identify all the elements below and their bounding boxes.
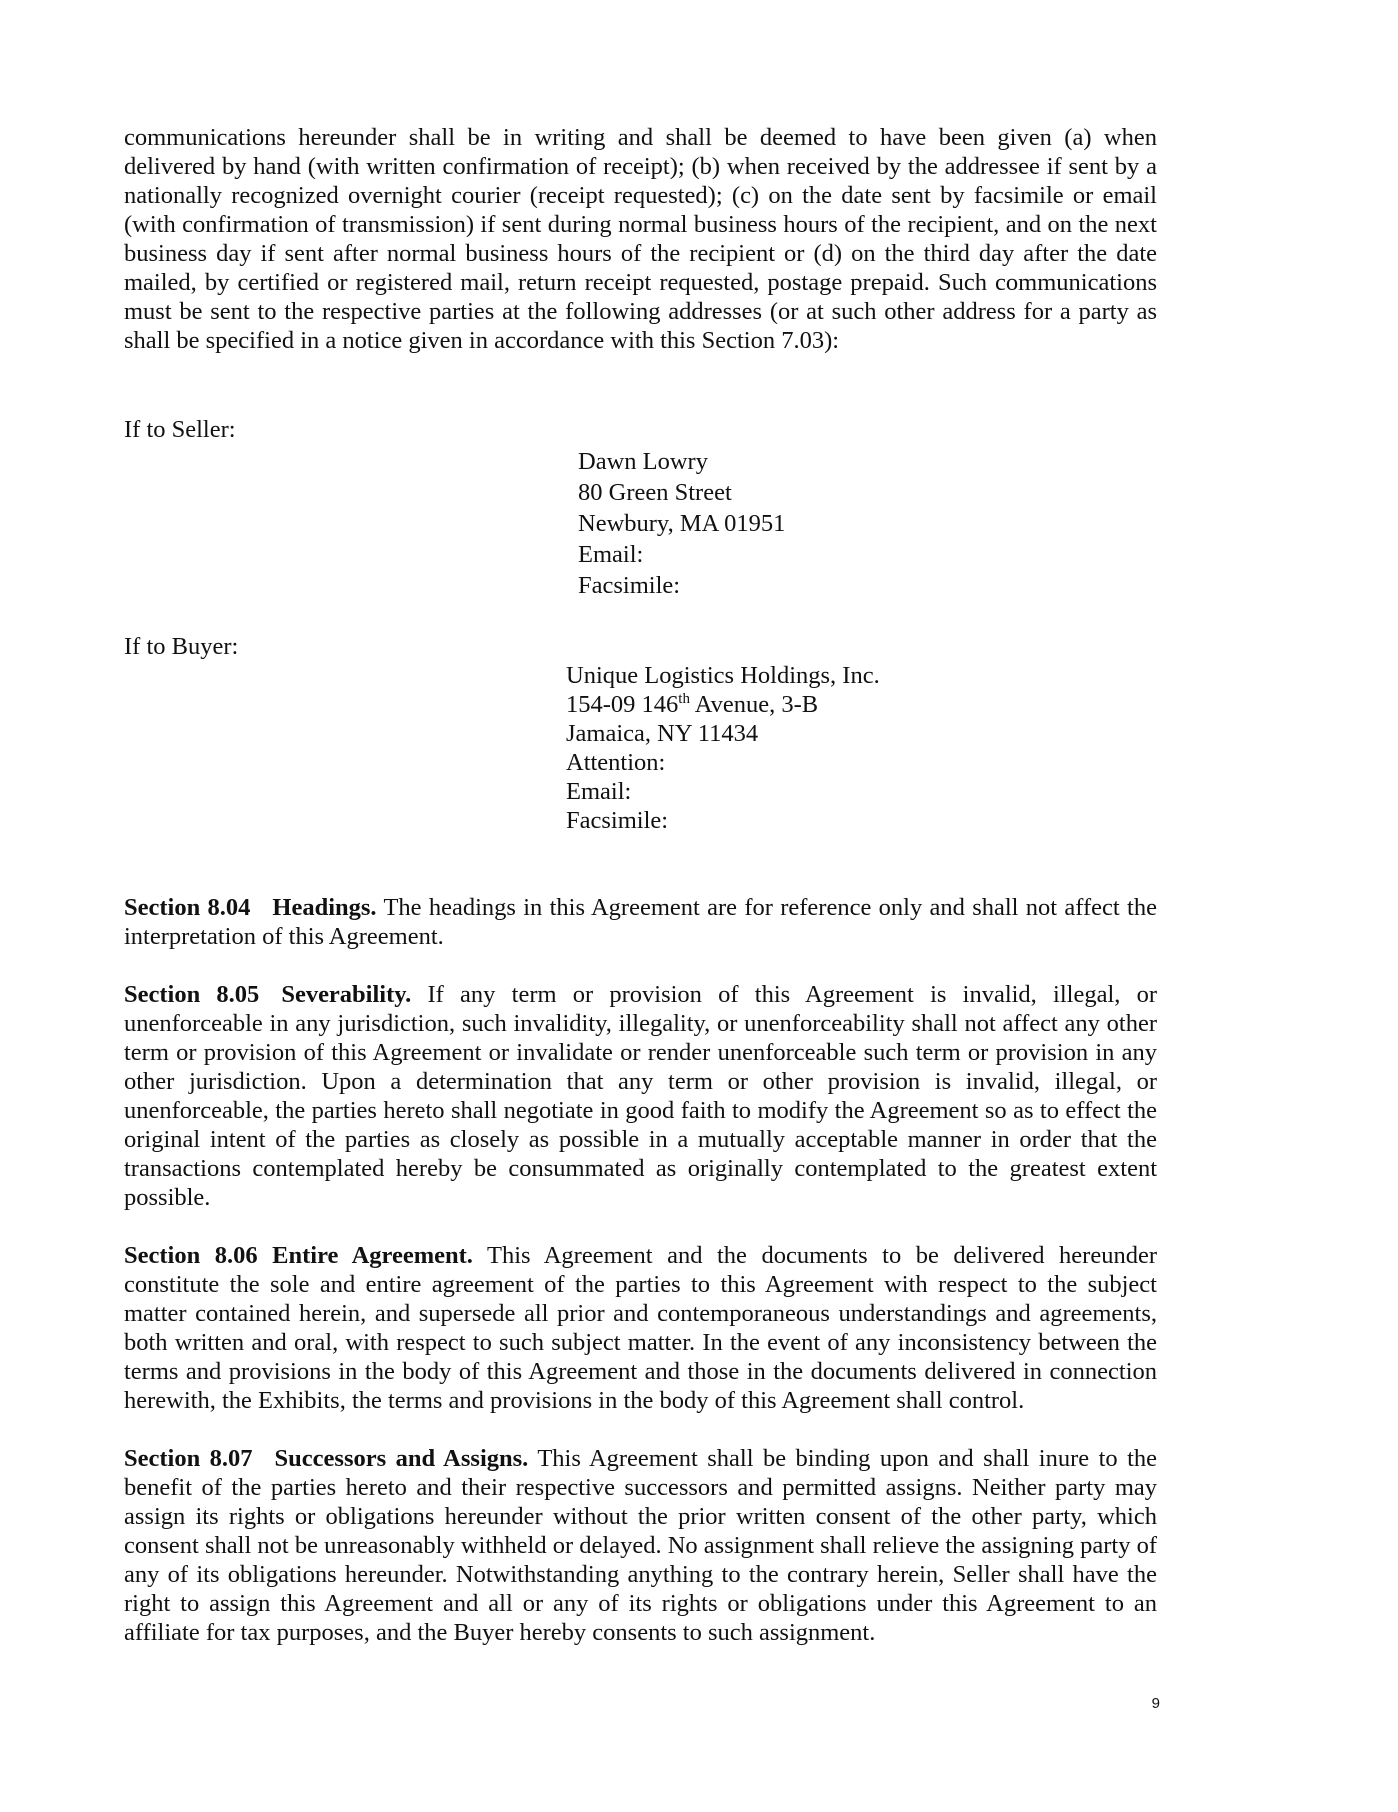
buyer-name: Unique Logistics Holdings, Inc. <box>566 662 880 689</box>
section-body: The headings in this Agreement are for reference only and shall not affect the interpretation of this Agreement. <box>124 894 1157 950</box>
buyer-street-rest: Avenue, 3-B <box>689 691 819 718</box>
section-body: This Agreement shall be binding upon and shall inure to the benefit of the parties hereto and their respective successors and permitted assigns. Neither party may assign its rights or obligations hereunder without the prior written consent of the other party, which consent shall not be unreasonably withheld or delayed. No assignment shall relieve the assigning party of any of its obligations hereunder. Notwithstanding anything to the contrary herein, Seller shall have the right to assign this Agreement and all or any of its rights or obligations under this Agreement to an affiliate for tax purposes, and the Buyer hereby consents to such assignment. <box>124 1445 1158 1646</box>
buyer-attention: Attention: <box>566 749 666 776</box>
buyer-city: Jamaica, NY 11434 <box>566 720 759 747</box>
section-8-04 <box>124 893 1157 951</box>
section-body: This Agreement and the documents to be delivered hereunder constitute the sole and entire agreement of the parties to this Agreement with respect to the subject matter contained herein, and supersede all prior and contemporaneous understandings and agreements, both written and oral, with respect to such subject matter. In the event of any inconsistency between the terms and provisions in the body of this Agreement and those in the documents delivered in connection herewith, the Exhibits, the terms and provisions in the body of this Agreement shall control. <box>124 1242 1157 1414</box>
section-title: Entire Agreement. <box>272 1242 473 1269</box>
seller-city: Newbury, MA 01951 <box>578 510 786 537</box>
section-number: Section 8.06 <box>124 1242 258 1269</box>
buyer-label: If to Buyer: <box>124 633 239 660</box>
section-title: Successors and Assigns. <box>274 1445 529 1472</box>
section-title: Headings. <box>272 894 377 921</box>
section-body: If any term or provision of this Agreement is invalid, illegal, or unenforceable in any jurisdiction, such invalidity, illegality, or unenforceability shall not affect any other term or provision of this Agreement or invalidate or render unenforceable such term or provision in any other jurisdiction. Upon a determination that any term or other provision is invalid, illegal, or unenforceable, the parties hereto shall negotiate in good faith to modify the Agreement so as to effect the original intent of the parties as closely as possible in a mutually acceptable manner in order that the transactions contemplated hereby be consummated as originally contemplated to the greatest extent possible. <box>124 981 1158 1211</box>
buyer-street-ordinal: th <box>678 691 690 707</box>
page-number: 9 <box>1151 1695 1160 1712</box>
section-number: Section 8.07 <box>124 1445 253 1472</box>
notices-paragraph: communications hereunder shall be in writing and shall be deemed to have been given (a) when delivered by hand (with written confirmation of receipt); (b) when received by the addressee if sent by a nationally recognized overnight courier (receipt requested); (c) on the date sent by facsimile or email (with confirmation of transmission) if sent during normal business hours of the recipient, and on the next business day if sent after normal business hours of the recipient or (d) on the third day after the date mailed, by certified or registered mail, return receipt requested, postage prepaid. Such communications must be sent to the respective parties at the following addresses (or at such other address for a party as shall be specified in a notice given in accordance with this Section 7.03): <box>124 124 1157 354</box>
seller-name: Dawn Lowry <box>578 448 708 475</box>
section-8-05 <box>124 980 1157 1212</box>
buyer-street <box>566 690 880 719</box>
buyer-street-number: 154-09 146 <box>566 691 679 718</box>
section-number: Section 8.04 <box>124 894 251 921</box>
section-title: Severability. <box>281 981 412 1008</box>
seller-address-block <box>578 446 785 601</box>
seller-facsimile: Facsimile: <box>578 572 681 599</box>
seller-street: 80 Green Street <box>578 479 732 506</box>
seller-email: Email: <box>578 541 644 568</box>
buyer-email: Email: <box>566 778 632 805</box>
seller-label: If to Seller: <box>124 416 236 443</box>
buyer-address-block <box>566 661 880 835</box>
section-number: Section 8.05 <box>124 981 260 1008</box>
buyer-facsimile: Facsimile: <box>566 807 669 834</box>
section-8-06 <box>124 1241 1157 1415</box>
section-8-07 <box>124 1444 1157 1647</box>
